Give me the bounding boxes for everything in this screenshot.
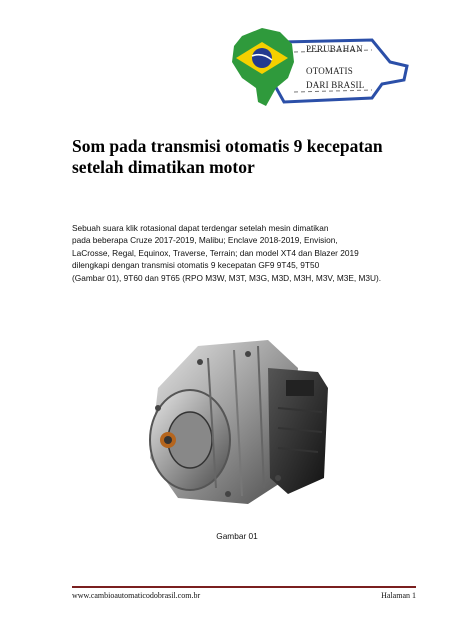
logo-text-line3: DARI BRASIL (306, 80, 365, 90)
document-title: Som pada transmisi otomatis 9 kecepatan setelah dimatikan motor (72, 136, 383, 177)
figure-caption: Gambar 01 (216, 531, 258, 541)
body-line: pada beberapa Cruze 2017-2019, Malibu; Enclave 2018-2019, Envision, (72, 235, 338, 246)
logo (222, 22, 412, 114)
logo-text-line1: PERUBAHAN (306, 44, 363, 54)
body-line: Sebuah suara klik rotasional dapat terdengar setelah mesin dimatikan (72, 223, 329, 233)
body-paragraph (72, 222, 432, 284)
logo-text-line2: OTOMATIS (306, 66, 353, 76)
body-line: dilengkapi dengan transmisi otomatis 9 kecepatan GF9 9T45, 9T50 (72, 260, 320, 271)
body-line: (Gambar 01), 9T60 dan 9T65 (RPO M3W, M3T, M3G, M3D, M3H, M3V, M3E, M3U). (72, 272, 382, 283)
transmission-image (138, 328, 338, 514)
body-line: LaCrosse, Regal, Equinox, Traverse, Terrain; dan model XT4 dan Blazer 2019 (72, 247, 359, 258)
page-number: Halaman 1 (381, 591, 416, 600)
footer-url-link[interactable]: www.cambioautomaticodobrasil.com.br (72, 591, 201, 600)
footer-divider (72, 586, 416, 588)
